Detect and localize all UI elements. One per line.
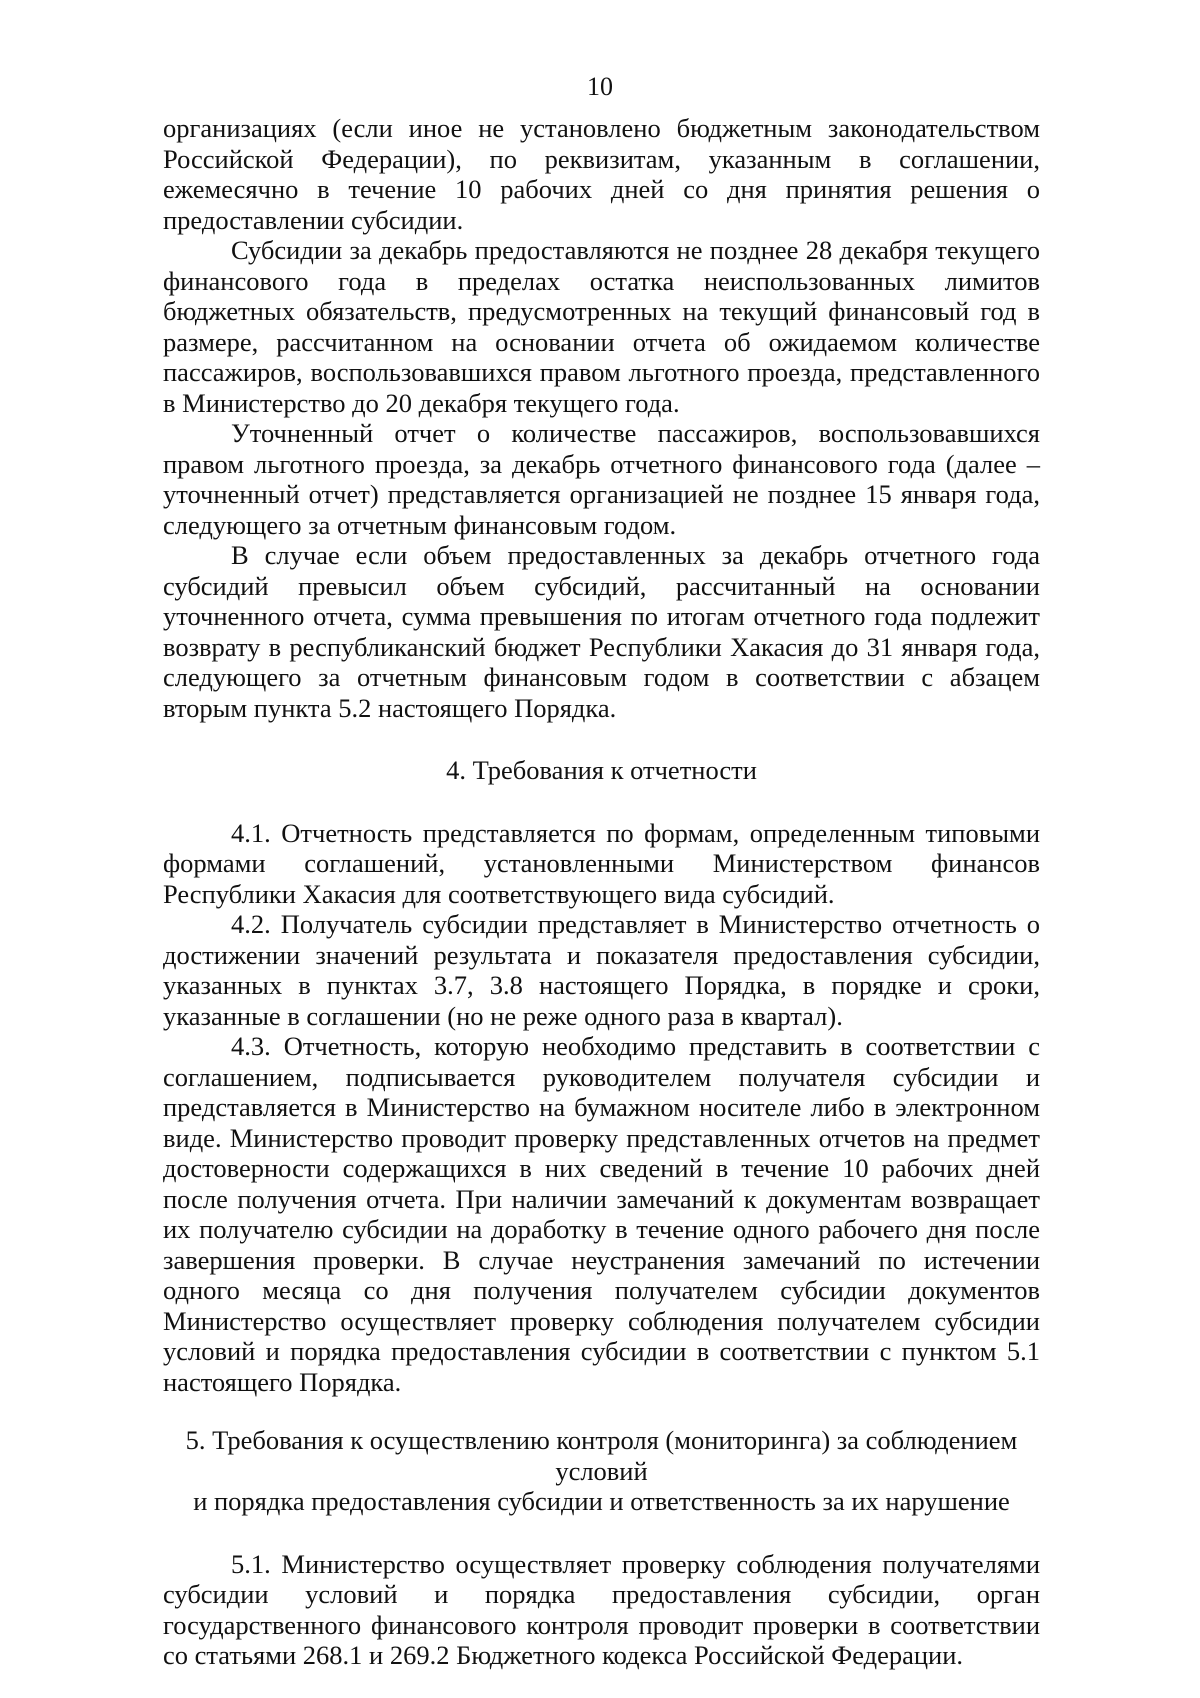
section-5-heading [163,1425,1040,1517]
paragraph-5-1: 5.1. Министерство осуществляет проверку соблюдения получателями субсидии условий и порядка предоставления субсидии, орган государственного финансового контроля проводит проверки в соответствии со статьями 268.1 и 269.2 Бюджетного кодекса Российской Федерации. [163,1548,1040,1670]
page-number: 10 [587,72,613,101]
paragraph-4-1: 4.1. Отчетность представляется по формам, определенным типовыми формами соглашений, установленными Министерством финансов Республики Хакасия для соответствующего вида субсидий. [163,817,1040,909]
paragraph-refined-report: Уточненный отчет о количестве пассажиров, воспользовавшихся правом льготного проезда, за декабрь отчетного финансового года (далее – уточненный отчет) представляется организацией не позднее 15 января года, следующего за отчетным финансовым годом. [163,418,1040,540]
section-5-heading-line-2: и порядка предоставления субсидии и ответственность за их нарушение [193,1486,1010,1516]
section-5-heading-line-1: 5. Требования к осуществлению контроля (мониторинга) за соблюдением условий [185,1425,1018,1486]
paragraph-4-2: 4.2. Получатель субсидии представляет в Министерство отчетность о достижении значений результата и показателя предоставления субсидии, указанных в пунктах 3.7, 3.8 настоящего Порядка, в порядке и сроки, указанные в соглашении (но не реже одного раза в квартал). [163,909,1040,1031]
page-content [163,113,1040,1671]
paragraph-december-subsidies: Субсидии за декабрь предоставляются не позднее 28 декабря текущего финансового года в пределах остатка неиспользованных лимитов бюджетных обязательств, предусмотренных на текущий финансовый год в размере, рассчитанном на основании отчета об ожидаемом количестве пассажиров, воспользовавшихся правом льготного проезда, представленного в Министерство до 20 декабря текущего года. [163,235,1040,418]
paragraph-excess-refund: В случае если объем предоставленных за декабрь отчетного года субсидий превысил объем субсидий, рассчитанный на основании уточненного отчета, сумма превышения по итогам отчетного года подлежит возврату в республиканский бюджет Республики Хакасия до 31 января года, следующего за отчетным финансовым годом в соответствии с абзацем вторым пункта 5.2 настоящего Порядка. [163,540,1040,723]
section-4-heading: 4. Требования к отчетности [446,755,757,785]
paragraph-4-3: 4.3. Отчетность, которую необходимо представить в соответствии с соглашением, подписывается руководителем получателя субсидии и представляется в Министерство на бумажном носителе либо в электронном виде. Министерство проводит проверку представленных отчетов на предмет достоверности содержащихся в них сведений в течение 10 рабочих дней после получения отчета. При наличии замечаний к документам возвращает их получателю субсидии на доработку в течение одного рабочего дня после завершения проверки. В случае неустранения замечаний по истечении одного месяца со дня получения получателем субсидии документов Министерство осуществляет проверку соблюдения получателем субсидии условий и порядка предоставления субсидии в соответствии с пунктом 5.1 настоящего Порядка. [163,1031,1040,1397]
paragraph-continuation: организациях (если иное не установлено бюджетным законодательством Российской Федерации), по реквизитам, указанным в соглашении, ежемесячно в течение 10 рабочих дней со дня принятия решения о предоставлении субсидии. [163,113,1040,235]
